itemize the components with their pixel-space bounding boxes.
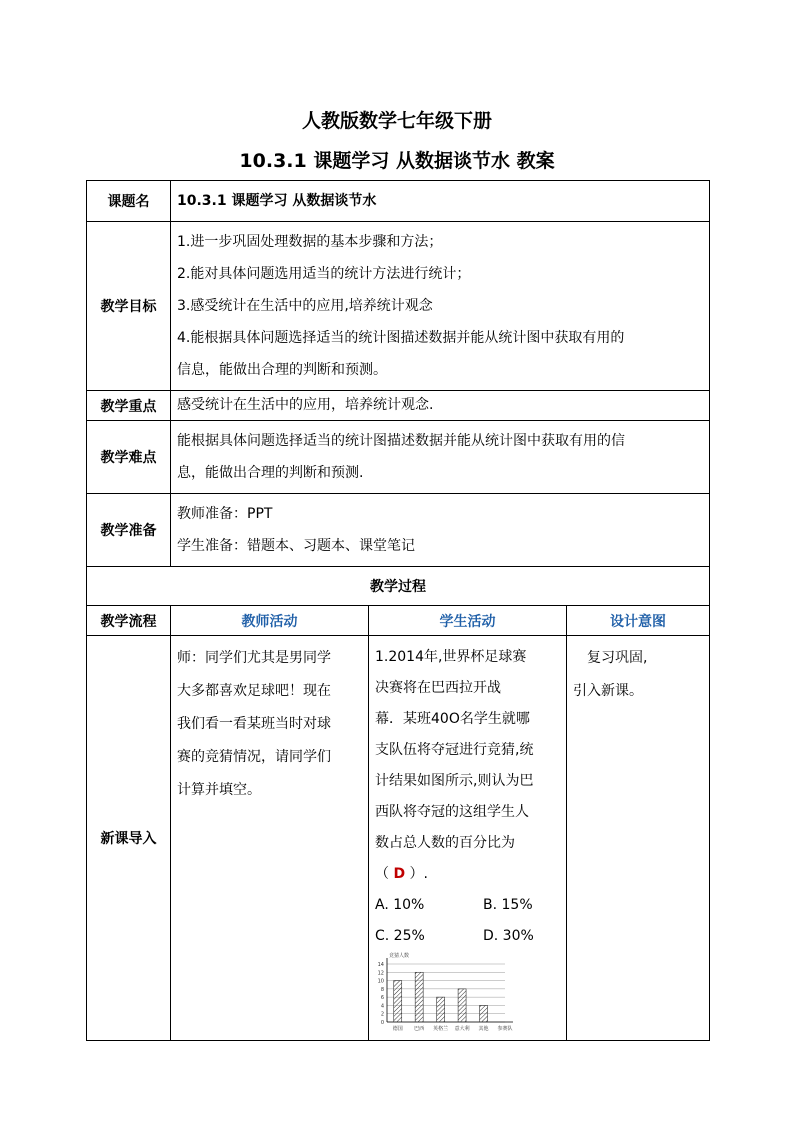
answer-close: ）. [409,866,428,882]
col-design: 设计意图 [567,606,710,636]
topic-label: 课题名 [87,181,171,222]
student-line: 幕．某班40O名学生就哪 [375,711,530,727]
y-tick-label: 14 [377,962,384,968]
student-line: 支队伍将夺冠进行竞猜,统 [375,742,534,758]
y-tick-label: 12 [377,970,384,977]
prep-value [171,494,710,567]
topic-text: 10.3.1 课题学习 从数据谈节水 [177,193,377,209]
x-tick-label: 巴西 [414,1026,425,1032]
y-tick-label: 2 [380,1011,384,1018]
answer-line [375,859,560,890]
teacher-activity [171,636,369,1041]
prep-label: 教学准备 [87,494,171,567]
goal-item: 2.能对具体问题选用适当的统计方法进行统计； [177,266,471,282]
option-d: D. 30% [483,928,534,944]
student-line: 计结果如图所示,则认为巴 [375,773,534,789]
x-tick-label: 参赛队 [497,1026,513,1032]
answer-open: （ [375,866,389,882]
x-tick-label: 其他 [478,1026,489,1032]
student-line: 数占总人数的百分比为 [375,835,515,851]
x-tick-label: 意大利 [454,1026,470,1032]
teacher-line: 赛的竞猜情况，请同学们 [177,749,331,765]
col-teacher: 教师活动 [171,606,369,636]
answer-choice: D [393,866,406,882]
prep-line: 教师准备：PPT [177,506,273,522]
lesson-plan-table [86,180,710,1041]
x-tick-label: 德国 [392,1026,403,1032]
difficulty-line: 能根据具体问题选择适当的统计图描述数据并能从统计图中获取有用的信 [177,433,625,449]
design-intent [567,636,710,1041]
bar-chart [373,952,563,1040]
y-tick-label: 0 [380,1020,384,1026]
y-tick-label: 6 [380,995,384,1002]
y-tick-label: 10 [377,978,384,985]
goal-list [171,222,710,391]
difficulty-label: 教学难点 [87,421,171,494]
col-student: 学生活动 [369,606,567,636]
student-activity [369,636,567,1041]
topic-value [171,181,710,222]
teacher-line: 大多都喜欢足球吧！现在 [177,683,331,699]
goal-item: 信息，能做出合理的判断和预测。 [177,362,387,378]
bar [394,981,402,1022]
option-a: A. 10% [375,897,425,913]
teacher-line: 计算并填空。 [177,782,261,798]
key-value: 感受统计在生活中的应用，培养统计观念. [171,391,710,421]
options-row [375,921,560,952]
document-title: 人教版数学七年级下册 [301,110,492,132]
student-line: 决赛将在巴西拉开战 [375,680,501,696]
key-label: 教学重点 [87,391,171,421]
teacher-line: 师：同学们尤其是男同学 [177,650,331,666]
bar [458,989,466,1022]
student-line: 西队将夺冠的这组学生人 [375,804,529,820]
lesson-title: 10.3.1 课题学习 从数据谈节水 教案 [239,150,555,172]
y-axis-label: 竞猜人数 [389,953,410,959]
col-flow: 教学流程 [87,606,171,636]
options-row [375,890,560,921]
bar [415,972,423,1022]
bar [437,997,445,1022]
x-tick-label: 英格兰 [433,1026,449,1032]
bar [480,1005,488,1022]
goal-item: 3.感受统计在生活中的应用,培养统计观念 [177,298,433,314]
goal-item: 1.进一步巩固处理数据的基本步骤和方法； [177,234,443,250]
option-b: B. 15% [483,897,533,913]
difficulty-line: 息，能做出合理的判断和预测. [177,465,364,481]
process-header: 教学过程 [87,567,710,606]
prep-line: 学生准备：错题本、习题本、课堂笔记 [177,538,415,554]
section-label: 新课导入 [87,636,171,1041]
option-c: C. 25% [375,928,425,944]
teacher-line: 我们看一看某班当时对球 [177,716,331,732]
difficulty-value [171,421,710,494]
design-line: 引入新课。 [573,683,643,699]
y-tick-label: 4 [380,1003,384,1010]
design-line: 复习巩固, [573,650,648,666]
y-tick-label: 8 [380,986,384,993]
goal-label: 教学目标 [87,222,171,391]
student-line: 1.2014年,世界杯足球赛 [375,649,527,665]
goal-item: 4.能根据具体问题选择适当的统计图描述数据并能从统计图中获取有用的 [177,330,625,346]
